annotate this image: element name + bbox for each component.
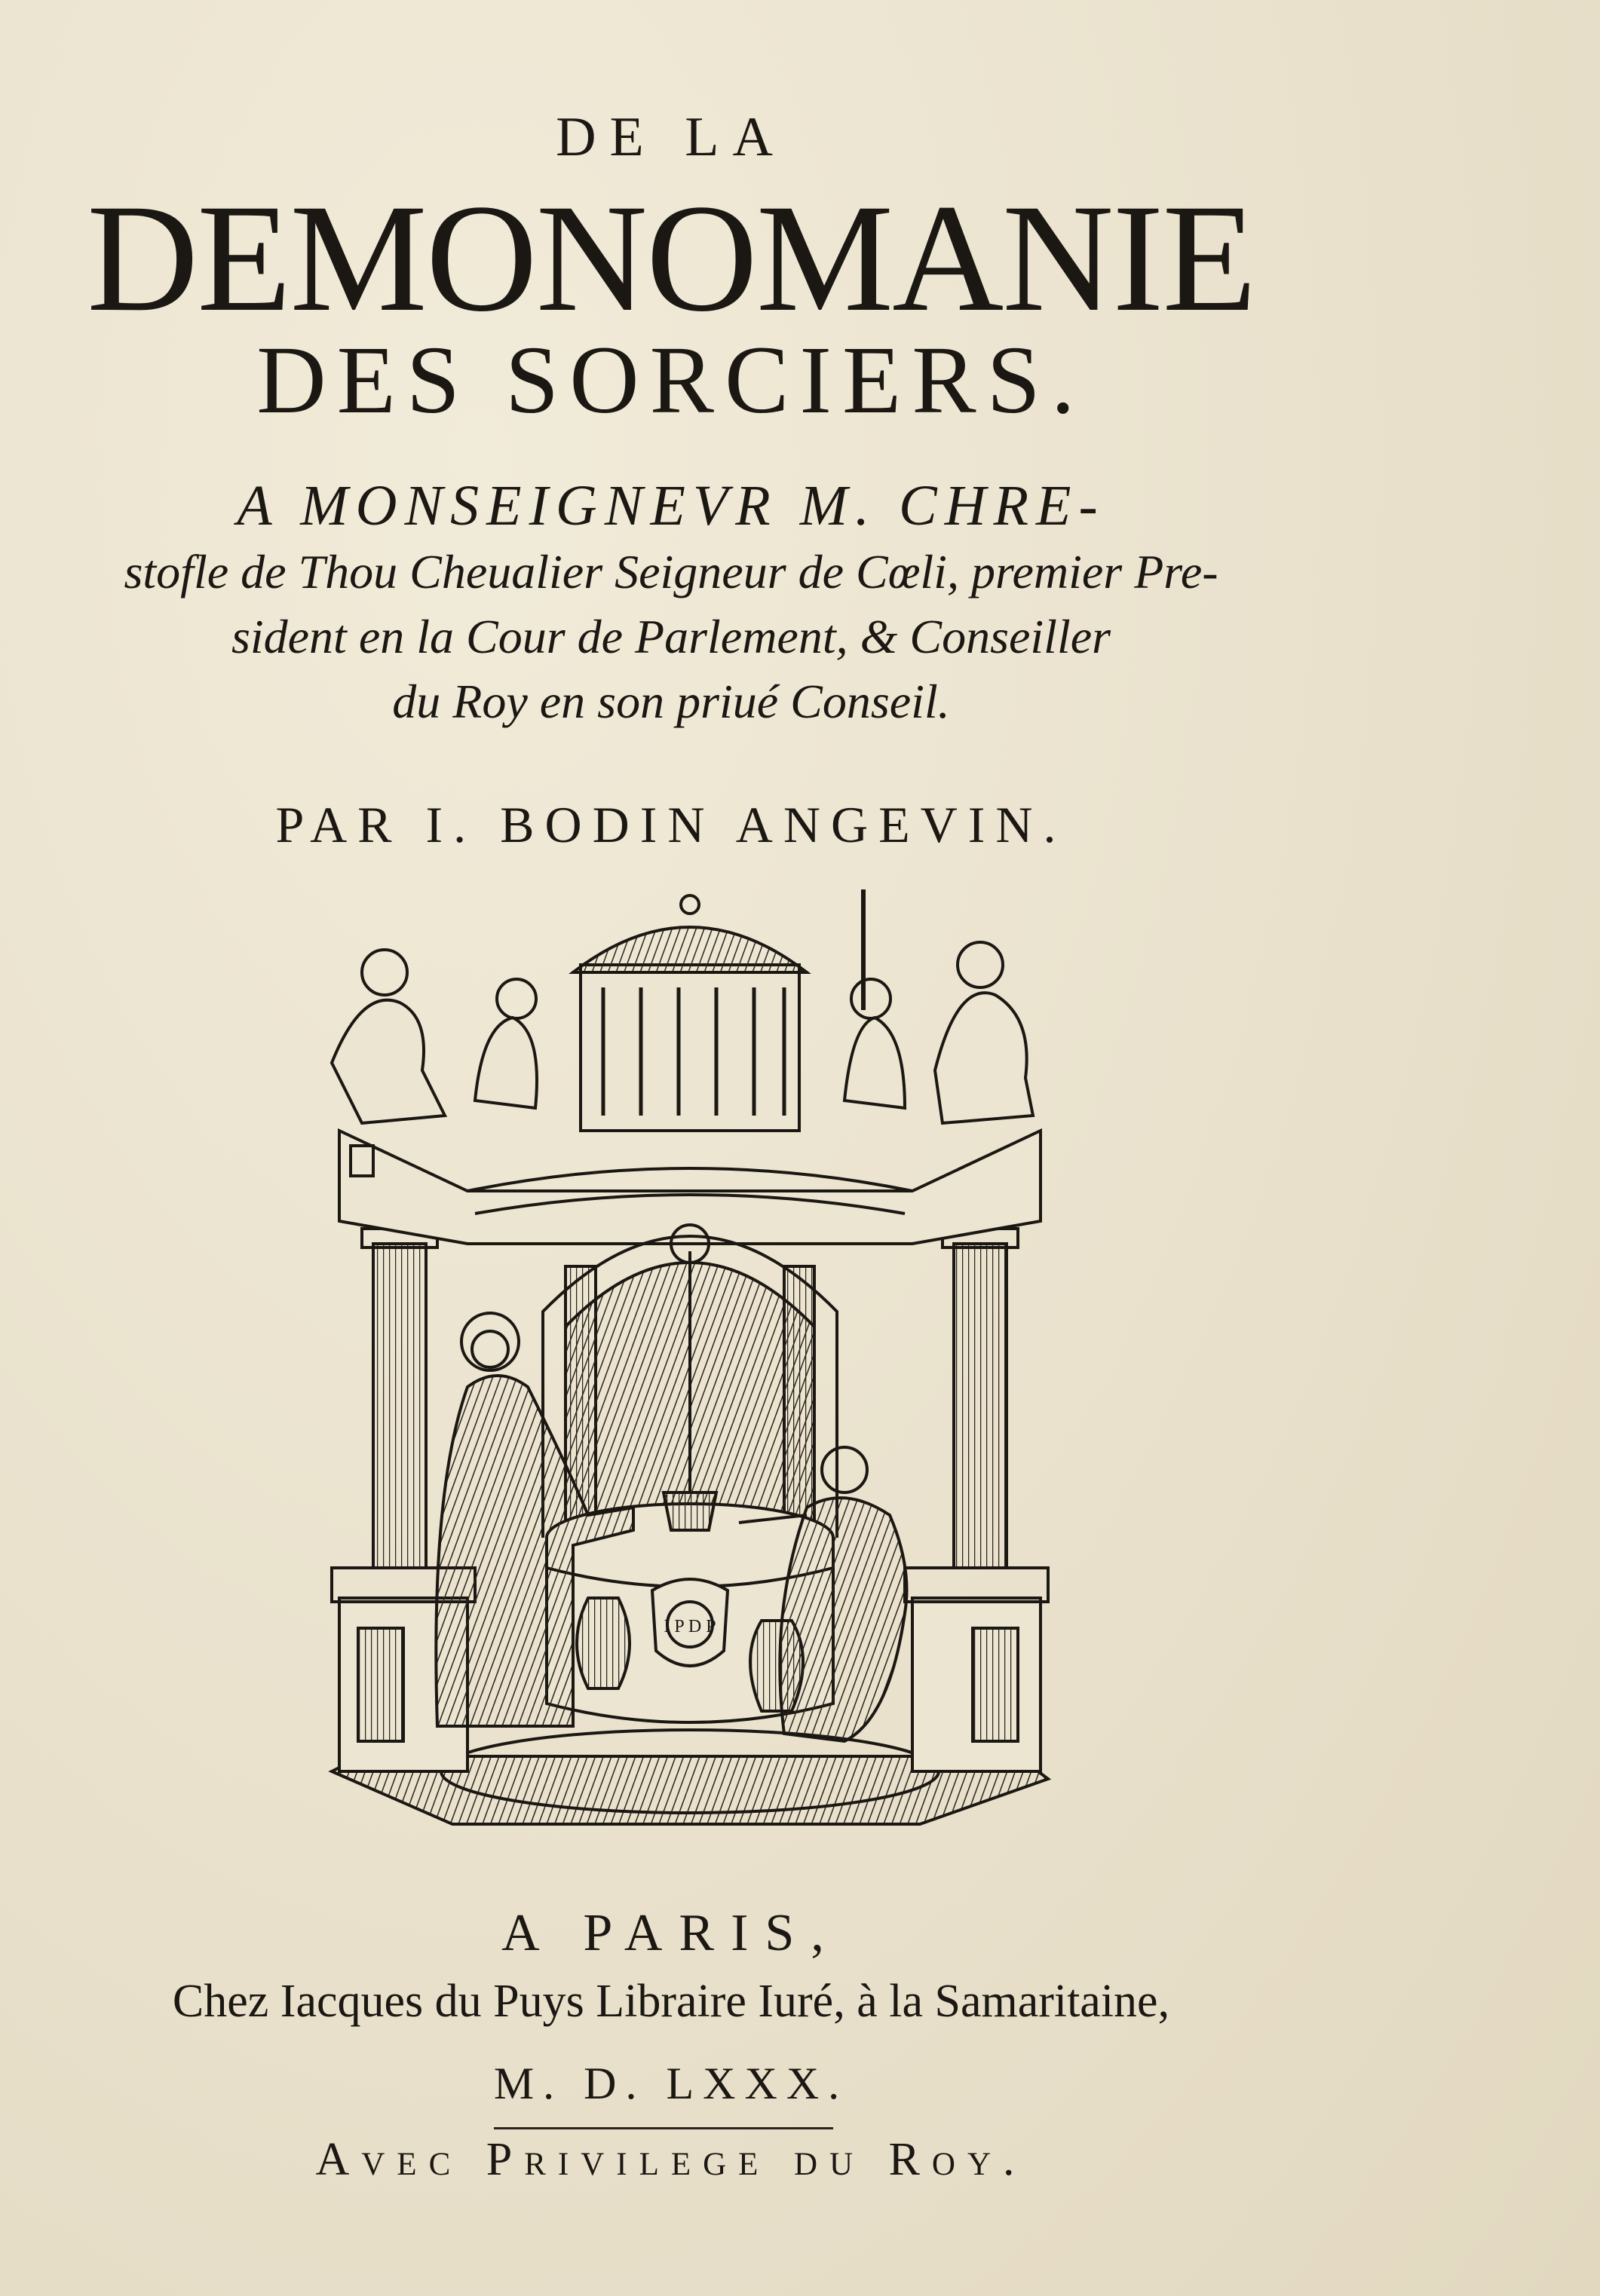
printer-device-woodcut	[317, 889, 1063, 1869]
divider-rule	[494, 2127, 833, 2129]
title-line-de-la: DE LA	[556, 106, 786, 168]
dedication-line-3: sident en la Cour de Parlement, & Conseiller	[231, 610, 1111, 663]
imprint-year: M. D. LXXX.	[493, 2059, 849, 2108]
author-line: PAR I. BODIN ANGEVIN.	[275, 796, 1067, 853]
emblem-letters: I P D P	[664, 1617, 716, 1636]
imprint-publisher: Chez Iacques du Puys Libraire Iuré, à la Samaritaine,	[172, 1976, 1170, 2027]
dedication-line-4: du Roy en son priué Conseil.	[392, 675, 950, 728]
title-main: DEMONOMANIE	[87, 173, 1255, 344]
dedication-line-1: A MONSEIGNEVR M. CHRE-	[237, 474, 1105, 537]
dedication-line-2: stofle de Thou Cheualier Seigneur de Cœli, premier Pre-	[124, 545, 1218, 598]
title-line-des-sorciers: DES SORCIERS.	[256, 326, 1086, 433]
imprint-place: A PARIS,	[501, 1904, 841, 1962]
privilege-line: Avec Privilege du Roy.	[315, 2134, 1027, 2185]
